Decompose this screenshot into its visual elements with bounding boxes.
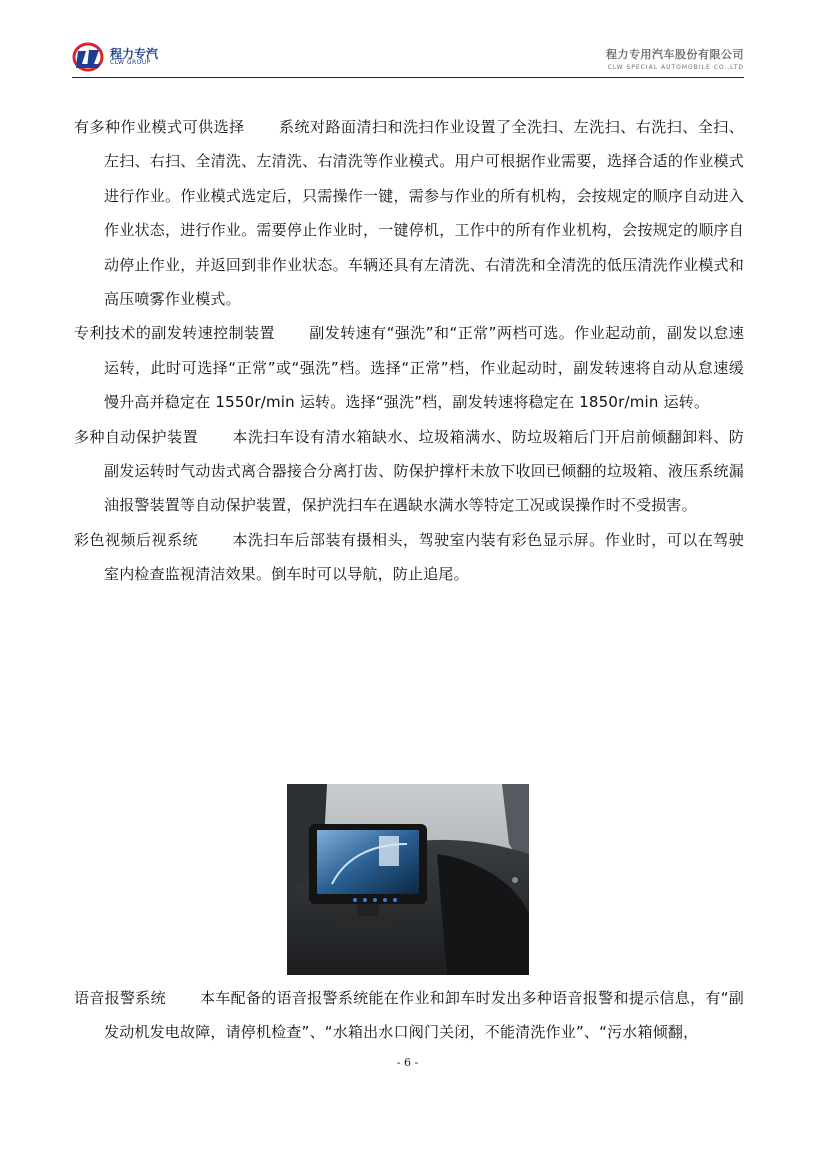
monitor-photo-illustration bbox=[287, 784, 529, 975]
company-name-en: CLW SPECIAL AUTOMOBILE CO.,LTD bbox=[607, 64, 744, 71]
document-body bbox=[74, 110, 744, 592]
feature-title: 多种自动保护装置 bbox=[74, 427, 199, 446]
feature-title: 彩色视频后视系统 bbox=[74, 530, 199, 549]
document-body-continued bbox=[74, 981, 744, 1050]
feature-body: 系统对路面清扫和洗扫作业设置了全洗扫、左洗扫、右洗扫、全扫、左扫、右扫、全清洗、左清洗、右清洗等作业模式。用户可根据作业需要，选择合适的作业模式进行作业。作业模式选定后，只需操作一键，需参与作业的所有机构，会按规定的顺序自动进入作业状态，进行作业。需要停止作业时，一键停机，工作中的所有作业机构，会按规定的顺序自动停止作业，并返回到非作业状态。车辆还具有左清洗、右清洗和全清洗的低压清洗作业模式和高压喷雾作业模式。 bbox=[104, 118, 744, 309]
logo-text: 程力专汽 bbox=[110, 47, 159, 61]
feature-paragraph bbox=[74, 420, 744, 523]
feature-paragraph bbox=[74, 981, 744, 1050]
feature-paragraph bbox=[74, 110, 744, 316]
clw-logo-icon bbox=[72, 42, 104, 72]
rear-view-monitor-photo bbox=[287, 784, 529, 975]
feature-title: 语音报警系统 bbox=[74, 989, 166, 1007]
page-header bbox=[72, 40, 744, 76]
page-number: - 6 - bbox=[396, 1056, 419, 1069]
header-divider bbox=[72, 77, 744, 78]
feature-title: 专利技术的副发转速控制装置 bbox=[74, 324, 276, 343]
feature-body: 本车配备的语音报警系统能在作业和卸车时发出多种语音报警和提示信息，有“副发动机发电故障，请停机检查”、“水箱出水口阀门关闭，不能清洗作业”、“污水箱倾翻， bbox=[104, 989, 744, 1042]
feature-body: 副发转速有“强洗”和“正常”两档可选。作业起动前，副发以怠速运转，此时可选择“正常”或“强洗”档。选择“正常”档，作业起动时，副发转速将自动从怠速缓慢升高并稳定在 1550r/min 运转。选择“强洗”档，副发转速将稳定在 1850r/min 运转。 bbox=[104, 324, 744, 412]
feature-title: 有多种作业模式可供选择 bbox=[74, 118, 245, 136]
feature-body: 本洗扫车设有清水箱缺水、垃圾箱满水、防垃圾箱后门开启前倾翻卸料、防副发运转时气动齿式离合器接合分离打齿、防保护撑杆未放下收回已倾翻的垃圾箱、液压系统漏油报警装置等自动保护装置，保护洗扫车在遇缺水满水等特定工况或误操作时不受损害。 bbox=[104, 427, 745, 515]
feature-body: 本洗扫车后部装有摄相头，驾驶室内装有彩色显示屏。作业时，可以在驾驶室内检查监视清洁效果。倒车时可以导航，防止追尾。 bbox=[104, 530, 745, 584]
company-name-cn: 程力专用汽车股份有限公司 bbox=[606, 48, 744, 61]
logo-subtext: CLW GROUP bbox=[110, 59, 151, 66]
feature-paragraph bbox=[74, 523, 744, 592]
company-name-block bbox=[606, 46, 744, 71]
feature-paragraph bbox=[74, 316, 744, 419]
